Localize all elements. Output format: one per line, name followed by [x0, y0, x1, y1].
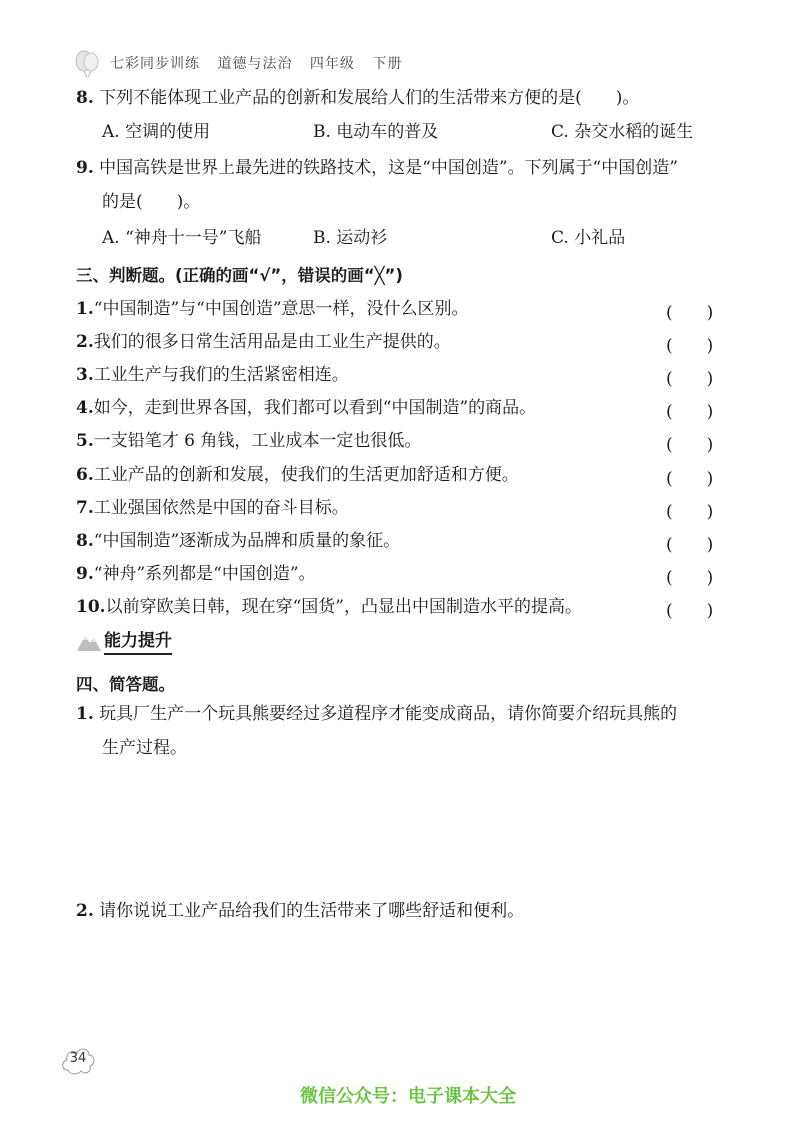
judge-item-text: 工业产品的创新和发展，使我们的生活更加舒适和方便。 [93, 464, 519, 485]
judge-item-text: 如今，走到世界各国，我们都可以看到“中国制造”的商品。 [93, 398, 537, 419]
judge-item-text: 以前穿欧美日韩，现在穿“国货”，凸显出中国制造水平的提高。 [105, 596, 582, 617]
answer-blank[interactable]: ( ) [666, 567, 714, 588]
question-number: 1. [76, 704, 94, 724]
option-c: C. 小礼品 [551, 228, 626, 248]
header-volume: 下册 [372, 56, 403, 72]
answer-blank[interactable]: ( ) [666, 402, 714, 423]
judge-item-text: 我们的很多日常生活用品是由工业生产提供的。 [93, 332, 451, 353]
ability-banner [76, 628, 216, 656]
judge-item-number: 5. [76, 431, 94, 452]
header-series: 七彩同步训练 [110, 56, 200, 72]
judge-item-number: 6. [76, 464, 94, 485]
option-b: B. 运动衫 [313, 228, 388, 248]
ability-title: 能力提升 [104, 630, 172, 655]
question-8 [76, 87, 639, 109]
section-title-judge: 三、判断题。(正确的画“√”，错误的画“╳”) [76, 266, 403, 285]
judge-item-number: 4. [76, 398, 94, 419]
header-grade: 四年级 [309, 56, 355, 72]
question-text-continued: 的是( )。 [102, 192, 201, 212]
header-subject: 道德与法治 [217, 56, 293, 72]
question-number: 2. [76, 901, 94, 921]
option-c: C. 杂交水稻的诞生 [551, 122, 694, 142]
mountain-icon [76, 630, 102, 652]
judge-item-text: “中国制造”逐渐成为品牌和质量的象征。 [93, 530, 401, 551]
question-text: 下列不能体现工业产品的创新和发展给人们的生活带来方便的是( )。 [99, 88, 640, 108]
watermark-text: 微信公众号：电子课本大全 [300, 1086, 516, 1107]
answer-blank[interactable]: ( ) [666, 468, 714, 489]
page-header [74, 48, 534, 78]
page-number: 34 [69, 1051, 87, 1066]
judge-item [76, 331, 451, 353]
option-a: A. “神舟十一号”飞船 [102, 228, 262, 248]
answer-blank[interactable]: ( ) [666, 369, 714, 390]
balloon-logo-icon [74, 50, 100, 78]
answer-blank[interactable]: ( ) [666, 303, 714, 323]
section-title-short: 四、简答题。 [76, 675, 175, 694]
question-9 [76, 157, 678, 179]
short-question-1 [76, 703, 677, 725]
answer-blank[interactable]: ( ) [666, 600, 714, 621]
short-question-2 [76, 900, 524, 922]
judge-item [76, 530, 400, 552]
judge-item-number: 1. [76, 299, 94, 319]
question-number: 8. [76, 88, 94, 108]
judge-item [76, 464, 519, 486]
question-text: 玩具厂生产一个玩具熊要经过多道程序才能变成商品，请你简要介绍玩具熊的 [99, 704, 678, 724]
page-number-badge [58, 1040, 98, 1080]
judge-item-text: 工业生产与我们的生活紧密相连。 [93, 365, 349, 386]
option-b: B. 电动车的普及 [313, 122, 439, 142]
answer-blank[interactable]: ( ) [666, 501, 714, 522]
judge-item-number: 7. [76, 497, 94, 518]
judge-item-number: 9. [76, 563, 94, 584]
judge-item [76, 497, 349, 519]
judge-item-number: 3. [76, 365, 94, 386]
judge-item-text: “中国制造”与“中国创造”意思一样，没什么区别。 [93, 299, 469, 319]
answer-blank[interactable]: ( ) [666, 435, 714, 456]
judge-item-number: 10. [76, 596, 106, 617]
judge-item-text: 工业强国依然是中国的奋斗目标。 [93, 497, 349, 518]
judge-item [76, 596, 582, 618]
judge-item [76, 430, 421, 452]
answer-blank[interactable]: ( ) [666, 534, 714, 555]
judge-item-text: “神舟”系列都是“中国创造”。 [93, 563, 316, 584]
judge-item [76, 364, 349, 386]
answer-blank[interactable]: ( ) [666, 336, 714, 357]
question-text: 请你说说工业产品给我们的生活带来了哪些舒适和便利。 [99, 901, 525, 921]
judge-item [76, 563, 316, 585]
judge-item [76, 298, 469, 320]
question-text: 中国高铁是世界上最先进的铁路技术，这是“中国创造”。下列属于“中国创造” [99, 158, 678, 178]
judge-item-text: 一支铅笔才 6 角钱，工业成本一定也很低。 [93, 431, 422, 452]
question-text-continued: 生产过程。 [102, 738, 187, 758]
question-number: 9. [76, 158, 94, 178]
judge-item-number: 2. [76, 332, 94, 353]
judge-item [76, 397, 536, 419]
judge-item-number: 8. [76, 530, 94, 551]
option-a: A. 空调的使用 [102, 122, 211, 142]
